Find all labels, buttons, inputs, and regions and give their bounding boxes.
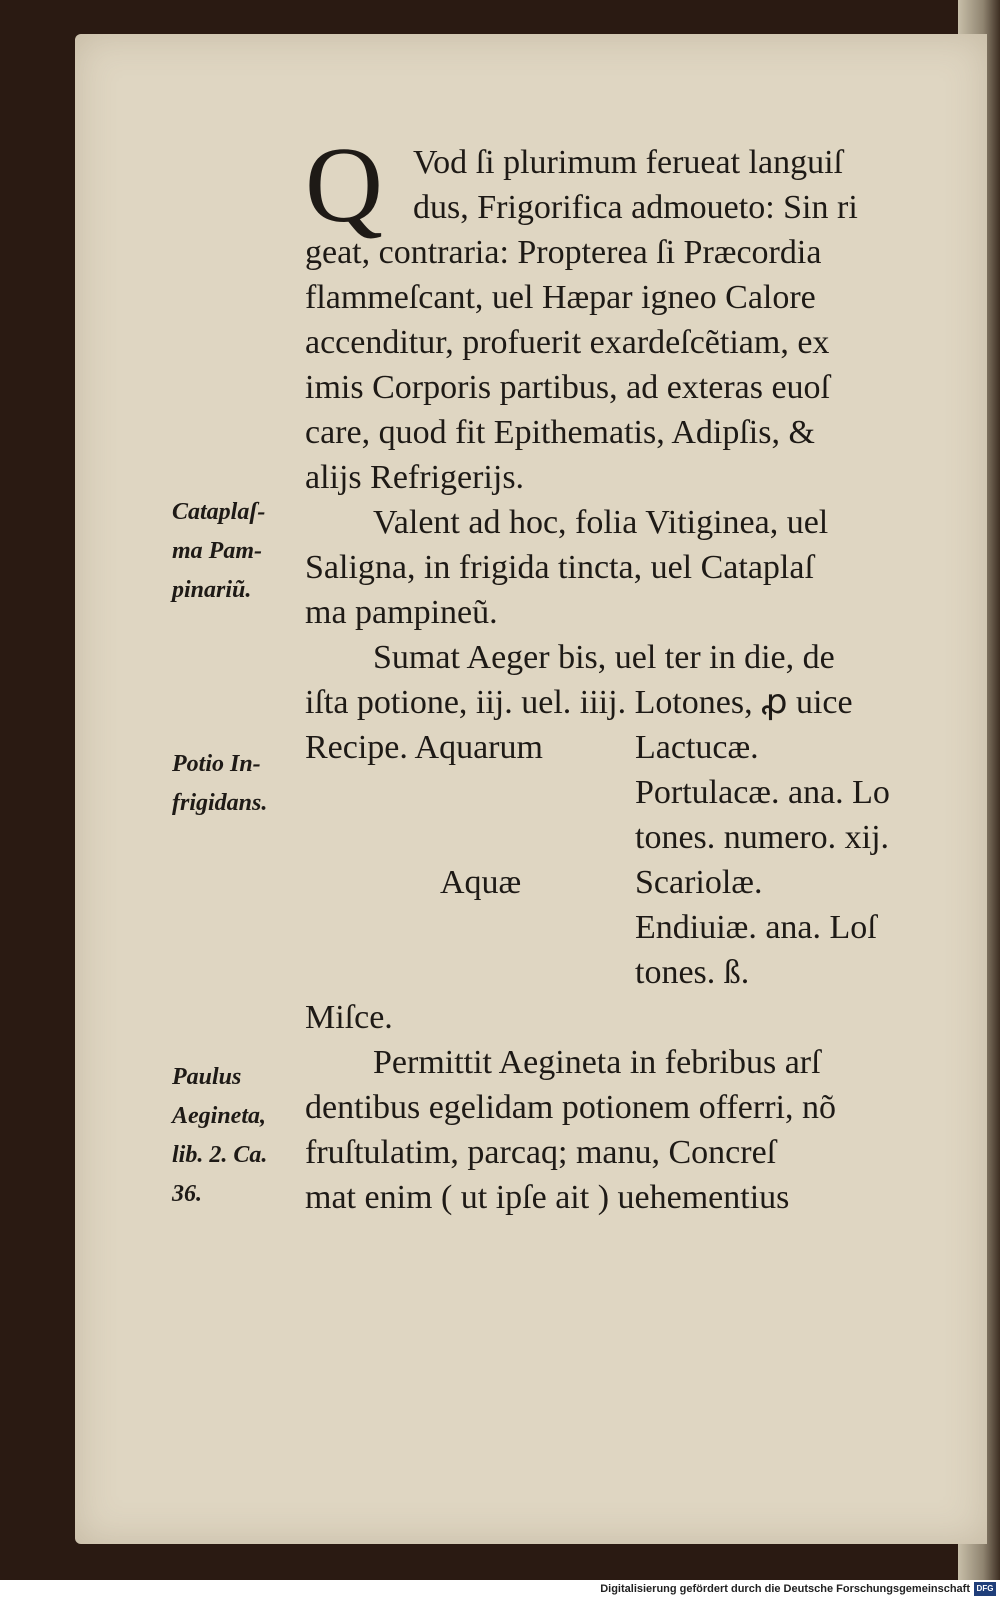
text-line: Permittit Aegineta in febribus arſ [373,1044,821,1081]
margin-note-line: Paulus [172,1064,242,1090]
margin-note-line: 36. [172,1181,202,1207]
recipe-row [305,770,950,815]
recipe-item: Endiuiæ. ana. Loſ [635,909,877,946]
text-line: mat enim ( ut ipſe ait ) uehementius [305,1179,790,1216]
margin-note-line: Cataplaſ- [172,499,266,525]
margin-note-line: ma Pam- [172,538,262,564]
recipe-item: Scariolæ. [635,864,763,901]
text-line: care, quod fit Epithematis, Adipſis, & [305,414,815,451]
recipe-row [305,860,950,905]
recipe-row [305,950,950,995]
footer-credit: Digitalisierung gefördert durch die Deutsche Forschungsgemeinschaft [600,1583,970,1595]
margin-note-potio [172,745,267,823]
drop-cap: Q [305,126,383,245]
recipe-item: Portulacæ. ana. Lo [635,774,890,811]
text-line: alijs Refrigerijs. [305,459,525,496]
text-line: dentibus egelidam potionem offerri, nõ [305,1089,836,1126]
margin-note-line: lib. 2. Ca. [172,1142,268,1168]
margin-note-line: pinariũ. [172,577,252,603]
text-line: Sumat Aeger bis, uel ter in die, de [373,639,835,676]
text-line: geat, contraria: Propterea ſi Præcordia [305,234,822,271]
text-line: Valent ad hoc, folia Vitiginea, uel [373,504,829,541]
text-line: Vod ſi plurimum ferueat languiſ [413,144,843,181]
dfg-logo-icon: DFG [974,1582,996,1596]
margin-note-line: Potio In- [172,751,261,777]
margin-note-cataplasma [172,493,265,610]
text-line: Saligna, in frigida tincta, uel Cataplaſ [305,549,814,586]
recipe-label: Recipe. Aquarum [305,729,543,766]
text-line: fruſtulatim, parcaq; manu, Concreſ [305,1134,777,1171]
misce-line: Miſce. [305,999,393,1036]
recipe-item: tones. numero. xij. [635,819,890,856]
text-line: dus, Frigorifica admoueto: Sin ri [413,189,858,226]
text-line: flammeſcant, uel Hæpar igneo Calore [305,279,816,316]
text-line: iſta potione, iij. uel. iiij. Lotones, ꝓ uice [305,684,853,721]
main-text-block [305,140,950,1220]
text-line: accenditur, profuerit exardeſcẽtiam, ex [305,324,830,361]
margin-note-paulus [172,1058,267,1214]
text-line: imis Corporis partibus, ad exteras euoſ [305,369,831,406]
aquae-label: Aquæ [440,864,522,901]
recipe-item: tones. ß. [635,954,750,991]
recipe-row [305,815,950,860]
recipe-row [305,725,950,770]
margin-note-line: frigidans. [172,790,268,816]
recipe-row [305,905,950,950]
recipe-item: Lactucæ. [635,729,759,766]
text-line: ma pampineũ. [305,594,498,631]
margin-note-line: Aegineta, [172,1103,266,1129]
